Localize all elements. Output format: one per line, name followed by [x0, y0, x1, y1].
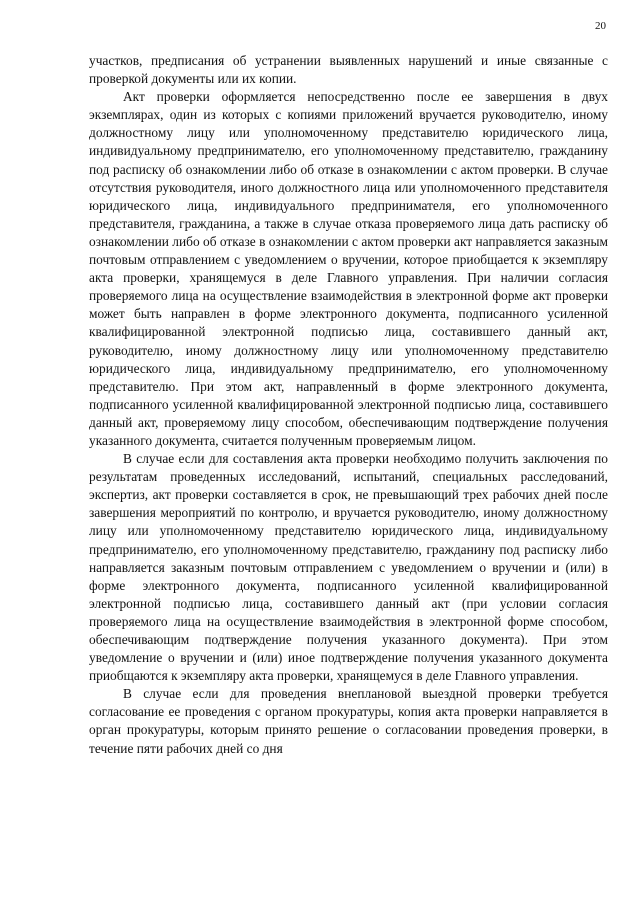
- document-body: [89, 52, 608, 758]
- page-number: 20: [595, 20, 606, 32]
- paragraph-expert-conclusions: В случае если для составления акта проверки необходимо получить заключения по результатам проведенных исследований, испытаний, специальных расследований, экспертиз, акт проверки составляется в срок, не превышающий трех рабочих дней после завершения мероприятий по контролю, и вручается руководителю, иному должностному лицу или уполномоченному представителю юридического лица, индивидуальному предпринимателю, его уполномоченному представителю, гражданину под расписку либо направляется заказным почтовым отправлением с уведомлением о вручении и (или) в форме электронного документа, подписанного усиленной квалифицированной электронной подписью лица, составившего данный акт (при условии согласия проверяемого лица на осуществление взаимодействия в электронной форме способом, обеспечивающим подтверждение получения указанного документа). При этом уведомление о вручении и (или) иное подтверждение получения указанного документа приобщаются к экземпляру акта проверки, хранящемуся в деле Главного управления.: [89, 451, 608, 684]
- paragraph-act-execution: Акт проверки оформляется непосредственно после ее завершения в двух экземплярах, один из которых с копиями приложений вручается руководителю, иному должностному лицу или уполномоченному представителю юридического лица, индивидуальному предпринимателю, его уполномоченному представителю, гражданину под расписку об ознакомлении либо об отказе в ознакомлении с актом проверки. В случае отсутствия руководителя, иного должностного лица или уполномоченного представителя юридического лица, индивидуального предпринимателя, его уполномоченного представителя, гражданина, а также в случае отказа проверяемого лица дать расписку об ознакомлении либо об отказе в ознакомлении с актом проверки акт направляется заказным почтовым отправлением с уведомлением о вручении, которое приобщается к экземпляру акта проверки, хранящемуся в деле Главного управления. При наличии согласия проверяемого лица на осуществление взаимодействия в электронной форме акт проверки может быть направлен в форме электронного документа, подписанного усиленной квалифицированной электронной подписью лица, составившего данный акт, руководителю, иному должностному лицу или уполномоченному представителю юридического лица, индивидуальному предпринимателю, его уполномоченному представителю. При этом акт, направленный в форме электронного документа, подписанного усиленной квалифицированной электронной подписью лица, составившего данный акт, проверяемому лицу способом, обеспечивающим подтверждение получения указанного документа, считается полученным проверяемым лицом.: [89, 89, 609, 448]
- paragraph-prosecutor-approval: В случае если для проведения внеплановой выездной проверки требуется согласование ее проведения с органом прокуратуры, копия акта проверки направляется в орган прокуратуры, которым принято решение о согласовании проведения проверки, в течение пяти рабочих дней со дня: [89, 686, 608, 756]
- paragraph-continuation: участков, предписания об устранении выявленных нарушений и иные связанные с проверкой документы или их копии.: [89, 53, 608, 87]
